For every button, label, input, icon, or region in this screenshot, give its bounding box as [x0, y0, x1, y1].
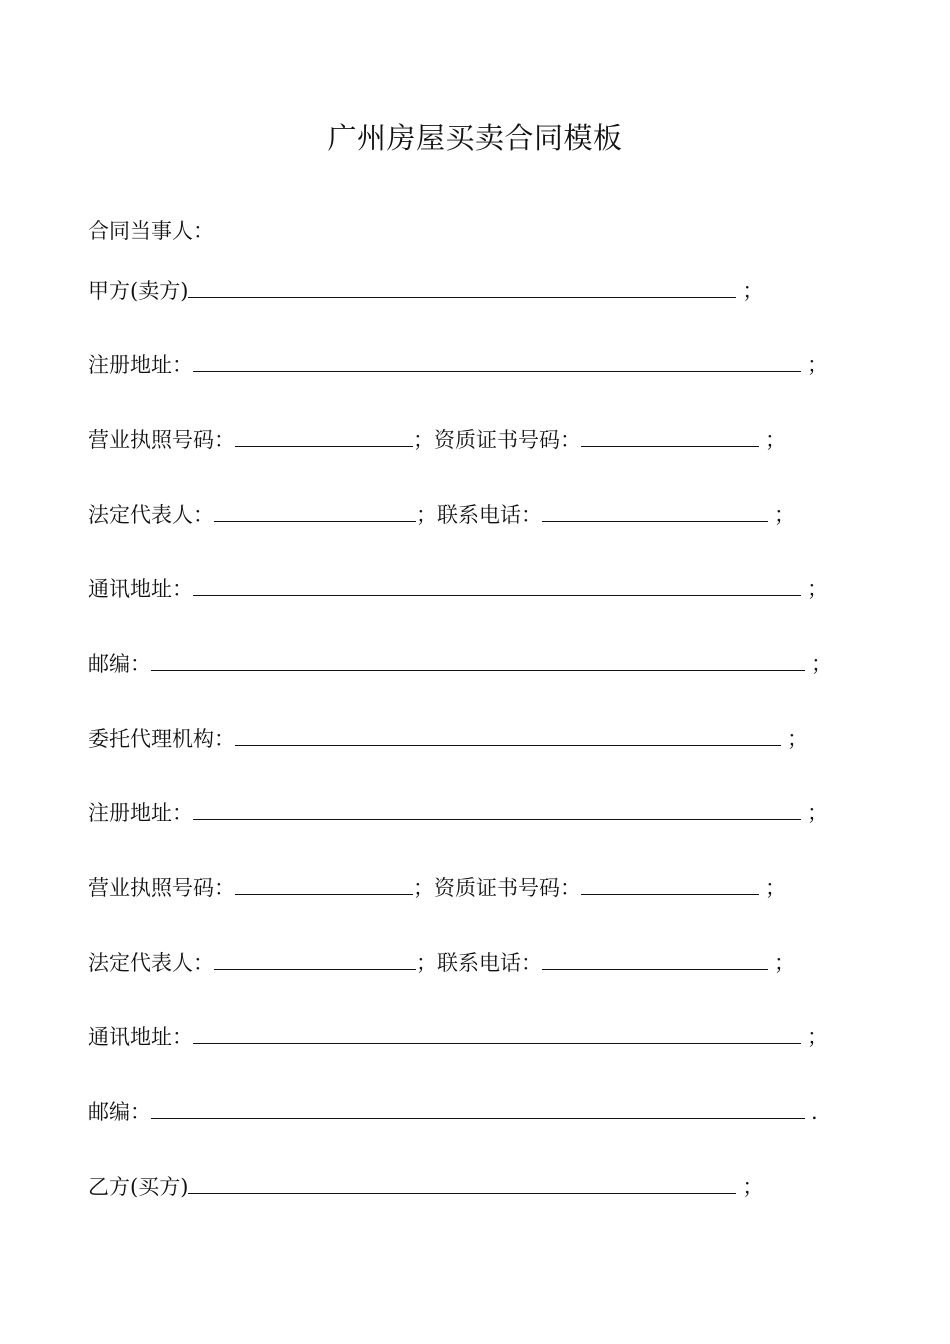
- field-label: 甲方(卖方): [88, 279, 189, 303]
- agency-postcode-line: [88, 1089, 818, 1123]
- line-end: ；: [774, 951, 795, 975]
- agency-phone-blank[interactable]: [542, 947, 768, 970]
- field-label-mid: ；联系电话：: [416, 951, 542, 975]
- mailing-address-line: [88, 566, 828, 600]
- agency-postcode-blank[interactable]: [151, 1096, 805, 1119]
- seller-line: [88, 268, 763, 302]
- field-label: 注册地址：: [88, 801, 193, 825]
- field-label: 法定代表人：: [88, 951, 214, 975]
- registered-address-line: [88, 342, 828, 376]
- field-label: 邮编：: [88, 652, 151, 676]
- legal-representative-blank[interactable]: [214, 499, 416, 522]
- line-end: ；: [742, 1175, 764, 1199]
- line-end: ；: [811, 652, 832, 676]
- field-label: 注册地址：: [88, 353, 193, 377]
- line-end: ；: [765, 876, 786, 900]
- agency-blank[interactable]: [235, 723, 781, 746]
- agency-mailing-address-line: [88, 1014, 828, 1048]
- agency-license-line: [88, 865, 786, 899]
- buyer-blank[interactable]: [188, 1171, 736, 1194]
- line-end: ；: [807, 353, 828, 377]
- field-label: 通讯地址：: [88, 1025, 193, 1049]
- agency-legal-representative-blank[interactable]: [214, 947, 416, 970]
- line-end: ；: [787, 727, 808, 751]
- representative-line: [88, 492, 795, 526]
- line-end: ；: [774, 503, 795, 527]
- phone-blank[interactable]: [542, 499, 768, 522]
- field-label: 乙方(买方): [88, 1175, 189, 1199]
- postcode-line: [88, 641, 832, 675]
- field-label: 委托代理机构：: [88, 727, 235, 751]
- intro-text: 合同当事人：: [88, 219, 214, 243]
- intro-line: [88, 208, 214, 242]
- agency-mailing-address-blank[interactable]: [193, 1021, 801, 1044]
- field-label: 营业执照号码：: [88, 876, 235, 900]
- agency-qualification-cert-blank[interactable]: [581, 872, 759, 895]
- line-end: ；: [807, 577, 828, 601]
- line-end: ；: [765, 428, 786, 452]
- agency-line: [88, 716, 808, 750]
- line-end: .: [811, 1100, 818, 1124]
- agency-representative-line: [88, 940, 795, 974]
- line-end: ；: [807, 1025, 828, 1049]
- license-line: [88, 417, 786, 451]
- agency-business-license-blank[interactable]: [235, 872, 413, 895]
- agency-registered-address-blank[interactable]: [193, 797, 801, 820]
- buyer-line: [88, 1164, 763, 1198]
- line-end: ；: [742, 279, 764, 303]
- field-label: 通讯地址：: [88, 577, 193, 601]
- field-label-mid: ；资质证书号码：: [413, 876, 581, 900]
- document-title: 广州房屋买卖合同模板: [327, 121, 623, 155]
- qualification-cert-blank[interactable]: [581, 424, 759, 447]
- postcode-blank[interactable]: [151, 648, 805, 671]
- field-label: 法定代表人：: [88, 503, 214, 527]
- field-label: 营业执照号码：: [88, 428, 235, 452]
- seller-blank[interactable]: [188, 275, 736, 298]
- registered-address-blank[interactable]: [193, 349, 801, 372]
- agency-registered-address-line: [88, 790, 828, 824]
- business-license-blank[interactable]: [235, 424, 413, 447]
- field-label-mid: ；资质证书号码：: [413, 428, 581, 452]
- mailing-address-blank[interactable]: [193, 573, 801, 596]
- field-label: 邮编：: [88, 1100, 151, 1124]
- field-label-mid: ；联系电话：: [416, 503, 542, 527]
- line-end: ；: [807, 801, 828, 825]
